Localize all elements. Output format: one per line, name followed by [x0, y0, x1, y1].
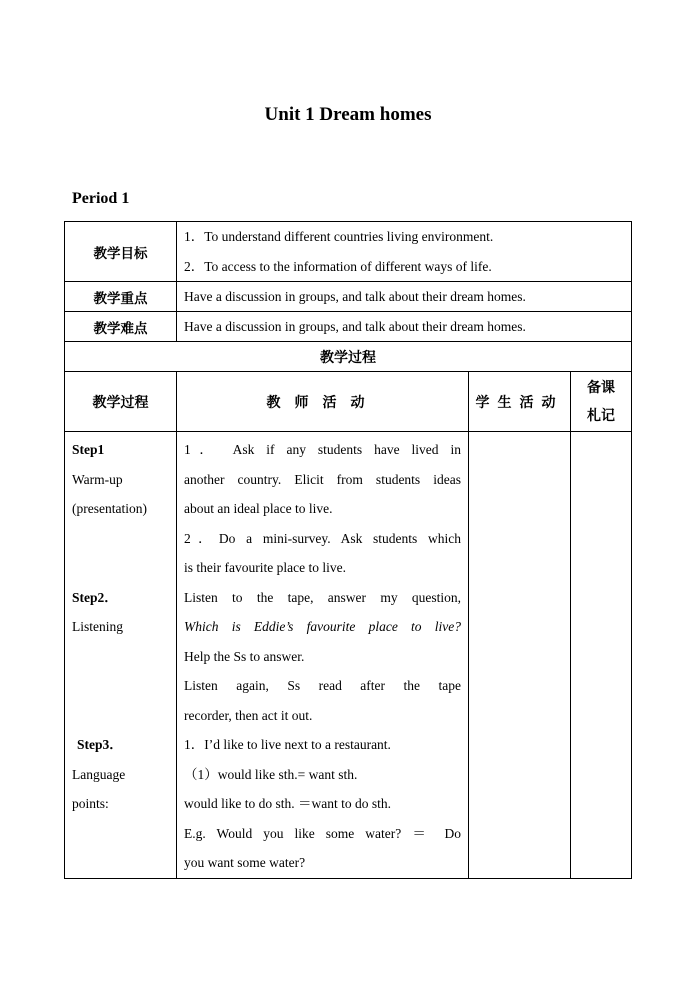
student-activities: [469, 432, 571, 879]
document-title: Unit 1 Dream homes: [264, 104, 432, 125]
steps-row: [65, 432, 632, 879]
difficulties-label: 教学难点: [65, 312, 177, 342]
objectives-label: 教学目标: [65, 222, 177, 282]
teacher-line: 1．I’d like to live next to a restaurant.: [184, 737, 391, 752]
step2-title: Step2．: [72, 589, 118, 605]
teacher-line: would like to do sth. ＝want to do sth.: [184, 796, 391, 811]
process-header-row: [65, 342, 632, 372]
col-header-process: 教学过程: [65, 372, 177, 432]
col-header-student: 学生活动: [469, 372, 571, 432]
key-points-label: 教学重点: [65, 282, 177, 312]
teacher-line: Help the Ss to answer.: [184, 648, 305, 664]
key-points-text: Have a discussion in groups, and talk about their dream homes.: [177, 282, 632, 312]
teacher-line: 2．Do a mini-survey. Ask students which: [184, 530, 461, 546]
objective-1: 1．To understand different countries living environment.: [184, 229, 494, 244]
step1-subtitle: Warm-up: [72, 471, 123, 487]
teacher-line: Listen to the tape, answer my question,: [184, 589, 461, 605]
difficulties-text: Have a discussion in groups, and talk about their dream homes.: [177, 312, 632, 342]
step1-title: Step1: [72, 442, 105, 457]
teacher-line: you want some water?: [184, 855, 306, 870]
lesson-plan-table: [64, 221, 632, 879]
objectives-row: [65, 222, 632, 282]
teacher-line: is their favourite place to live.: [184, 560, 346, 575]
teacher-line: （1）would like sth.= want sth.: [184, 766, 358, 782]
teacher-line: Listen again, Ss read after the tape: [184, 678, 461, 693]
step1-subtitle-2: (presentation): [72, 501, 147, 516]
step3-title: Step3．: [77, 737, 123, 752]
teacher-line: 1． Ask if any students have lived in: [184, 442, 461, 457]
notes-column: [571, 432, 632, 879]
period-heading: Period 1: [72, 190, 130, 207]
column-header-row: [65, 372, 632, 432]
key-points-row: [65, 282, 632, 312]
teacher-question: Which is Eddie’s favourite place to live?: [184, 619, 461, 634]
teacher-line: recorder, then act it out.: [184, 707, 313, 723]
step2-subtitle: Listening: [72, 619, 123, 634]
steps-column: [65, 432, 177, 879]
step3-subtitle-2: points:: [72, 796, 109, 811]
objective-2: 2．To access to the information of different ways of life.: [184, 258, 492, 274]
teacher-line: another country. Elicit from students ideas: [184, 471, 461, 487]
teacher-line: E.g. Would you like some water? ＝ Do: [184, 825, 461, 841]
teacher-line: about an ideal place to live.: [184, 501, 333, 516]
process-header: 教学过程: [65, 342, 632, 372]
objectives-cell: [177, 222, 632, 282]
teacher-activities: [177, 432, 469, 879]
col-header-notes: [571, 372, 632, 432]
col-header-notes-line2: 札记: [587, 407, 616, 424]
step3-subtitle: Language: [72, 766, 126, 782]
difficulties-row: [65, 312, 632, 342]
col-header-notes-line1: 备课: [587, 379, 616, 396]
col-header-teacher: 教师活动: [177, 372, 469, 432]
